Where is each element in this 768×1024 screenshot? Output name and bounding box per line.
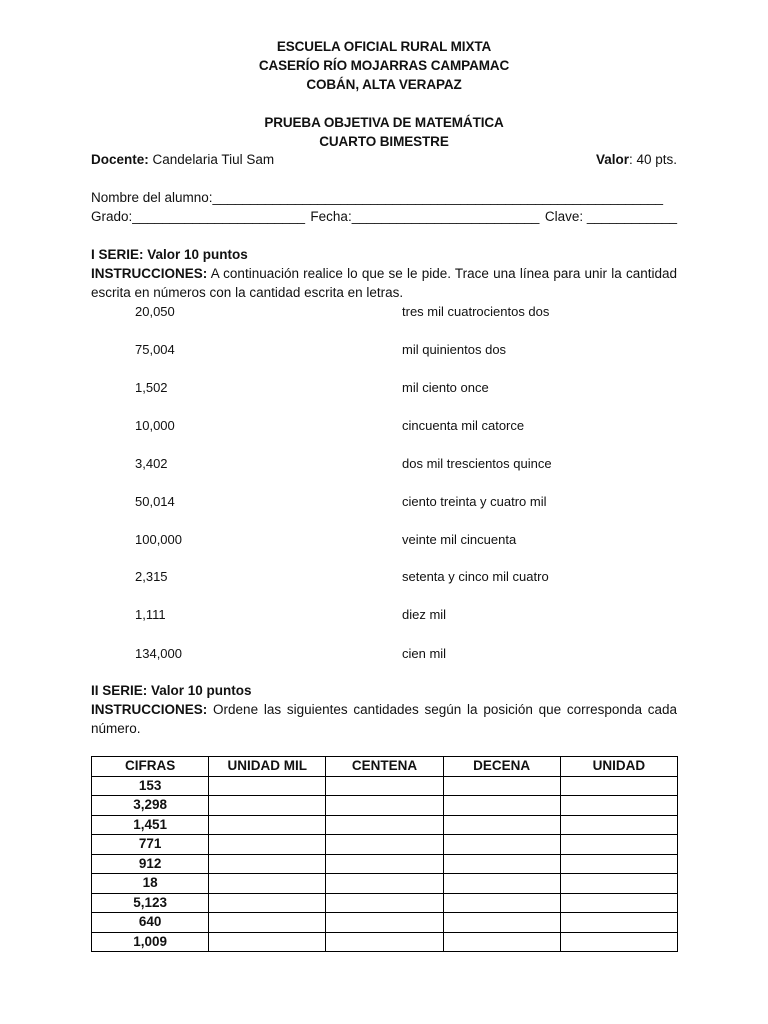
- answer-cell[interactable]: [560, 854, 677, 874]
- answer-cell[interactable]: [209, 776, 326, 796]
- answer-cell[interactable]: [209, 932, 326, 952]
- town-name: COBÁN, ALTA VERAPAZ: [306, 77, 462, 92]
- answer-cell[interactable]: [326, 776, 443, 796]
- serie1-instructions: [91, 264, 677, 302]
- answer-cell[interactable]: [560, 776, 677, 796]
- value-label: Valor: [595, 152, 629, 167]
- cifra-cell: 3,298: [92, 796, 209, 816]
- hamlet-name: CASERÍO RÍO MOJARRAS CAMPAMAC: [258, 58, 510, 73]
- amount-words: cincuenta mil catorce: [402, 418, 525, 433]
- matching-pair: [0, 378, 768, 397]
- amount-number: 50,014: [135, 494, 175, 509]
- table-row: [92, 776, 678, 796]
- serie2-instructions-label: INSTRUCCIONES:: [91, 702, 208, 717]
- answer-cell[interactable]: [209, 854, 326, 874]
- amount-number: 1,502: [135, 380, 168, 395]
- matching-pair: [0, 530, 768, 549]
- table-row: [92, 854, 678, 874]
- col-unidad-mil: UNIDAD MIL: [209, 757, 326, 777]
- amount-words: mil quinientos dos: [402, 342, 507, 357]
- answer-cell[interactable]: [326, 815, 443, 835]
- amount-words: dos mil trescientos quince: [402, 456, 552, 471]
- cifra-cell: 18: [92, 874, 209, 894]
- place-value-table: [91, 756, 678, 952]
- answer-cell[interactable]: [326, 874, 443, 894]
- school-name: ESCUELA OFICIAL RURAL MIXTA: [276, 39, 492, 54]
- answer-cell[interactable]: [326, 913, 443, 933]
- matching-pair: [0, 340, 768, 359]
- student-name-field: Nombre del alumno:____________________________________________________________: [91, 190, 664, 205]
- date-field: Fecha:_________________________: [310, 209, 540, 224]
- amount-number: 20,050: [135, 304, 175, 319]
- answer-cell[interactable]: [209, 815, 326, 835]
- serie1-title: I SERIE: Valor 10 puntos: [91, 247, 248, 262]
- matching-pair: [0, 644, 768, 663]
- answer-cell[interactable]: [443, 835, 560, 855]
- exam-title: PRUEBA OBJETIVA DE MATEMÁTICA: [264, 115, 504, 130]
- serie1-instructions-label: INSTRUCCIONES:: [91, 266, 208, 281]
- answer-cell[interactable]: [443, 874, 560, 894]
- serie2-instructions: [91, 700, 677, 738]
- amount-number: 10,000: [135, 418, 175, 433]
- answer-cell[interactable]: [326, 854, 443, 874]
- amount-number: 1,111: [135, 607, 166, 622]
- cifra-cell: 771: [92, 835, 209, 855]
- matching-pair: [0, 454, 768, 473]
- answer-cell[interactable]: [443, 776, 560, 796]
- matching-pair: [0, 567, 768, 586]
- amount-words: tres mil cuatrocientos dos: [402, 304, 550, 319]
- table-header-row: [92, 757, 678, 777]
- grade-field: Grado:_______________________: [91, 209, 305, 224]
- col-unidad: UNIDAD: [560, 757, 677, 777]
- answer-cell[interactable]: [326, 932, 443, 952]
- amount-words: mil ciento once: [402, 380, 489, 395]
- table-row: [92, 932, 678, 952]
- term-title: CUARTO BIMESTRE: [319, 134, 449, 149]
- answer-cell[interactable]: [560, 815, 677, 835]
- answer-cell[interactable]: [209, 913, 326, 933]
- serie2-title: II SERIE: Valor 10 puntos: [91, 683, 252, 698]
- answer-cell[interactable]: [326, 835, 443, 855]
- amount-words: cien mil: [402, 646, 447, 661]
- table-row: [92, 893, 678, 913]
- cifra-cell: 153: [92, 776, 209, 796]
- amount-number: 100,000: [135, 532, 182, 547]
- amount-number: 3,402: [135, 456, 168, 471]
- answer-cell[interactable]: [560, 932, 677, 952]
- value-block: [596, 150, 677, 169]
- matching-pair: [0, 302, 768, 321]
- cifra-cell: 1,009: [92, 932, 209, 952]
- table-row: [92, 815, 678, 835]
- amount-words: veinte mil cincuenta: [402, 532, 517, 547]
- answer-cell[interactable]: [560, 893, 677, 913]
- matching-pair: [0, 416, 768, 435]
- table-row: [92, 796, 678, 816]
- teacher-name: Candelaria Tiul Sam: [152, 152, 275, 167]
- serie2-instructions-text: Ordene las siguientes cantidades según la posición que corresponda cada número.: [91, 702, 677, 736]
- answer-cell[interactable]: [209, 874, 326, 894]
- matching-pair: [0, 492, 768, 511]
- cifra-cell: 640: [92, 913, 209, 933]
- teacher-label: Docente:: [91, 152, 149, 167]
- answer-cell[interactable]: [326, 893, 443, 913]
- answer-cell[interactable]: [443, 815, 560, 835]
- answer-cell[interactable]: [326, 796, 443, 816]
- amount-number: 134,000: [135, 646, 182, 661]
- table-row: [92, 874, 678, 894]
- answer-cell[interactable]: [443, 796, 560, 816]
- amount-number: 2,315: [135, 569, 168, 584]
- answer-cell[interactable]: [209, 893, 326, 913]
- teacher-row: [91, 150, 677, 169]
- serie1-instructions-text: A continuación realice lo que se le pide. Trace una línea para unir la cantidad escrita en números con la cantidad escrita en letras.: [91, 266, 677, 300]
- answer-cell[interactable]: [443, 893, 560, 913]
- answer-cell[interactable]: [560, 835, 677, 855]
- key-field: Clave: ____________: [544, 209, 677, 224]
- grade-date-key-row: [91, 207, 677, 226]
- cifra-cell: 5,123: [92, 893, 209, 913]
- matching-pair: [0, 605, 768, 624]
- amount-words: setenta y cinco mil cuatro: [402, 569, 549, 584]
- answer-cell[interactable]: [560, 796, 677, 816]
- amount-words: diez mil: [402, 607, 447, 622]
- col-decena: DECENA: [443, 757, 560, 777]
- amount-number: 75,004: [135, 342, 175, 357]
- answer-cell[interactable]: [443, 913, 560, 933]
- answer-cell[interactable]: [560, 874, 677, 894]
- answer-cell[interactable]: [209, 835, 326, 855]
- answer-cell[interactable]: [443, 932, 560, 952]
- answer-cell[interactable]: [560, 913, 677, 933]
- answer-cell[interactable]: [209, 796, 326, 816]
- col-cifras: CIFRAS: [92, 757, 209, 777]
- cifra-cell: 912: [92, 854, 209, 874]
- answer-cell[interactable]: [443, 854, 560, 874]
- cifra-cell: 1,451: [92, 815, 209, 835]
- amount-words: ciento treinta y cuatro mil: [402, 494, 547, 509]
- table-row: [92, 835, 678, 855]
- table-row: [92, 913, 678, 933]
- value-amount: : 40 pts.: [628, 152, 677, 167]
- col-centena: CENTENA: [326, 757, 443, 777]
